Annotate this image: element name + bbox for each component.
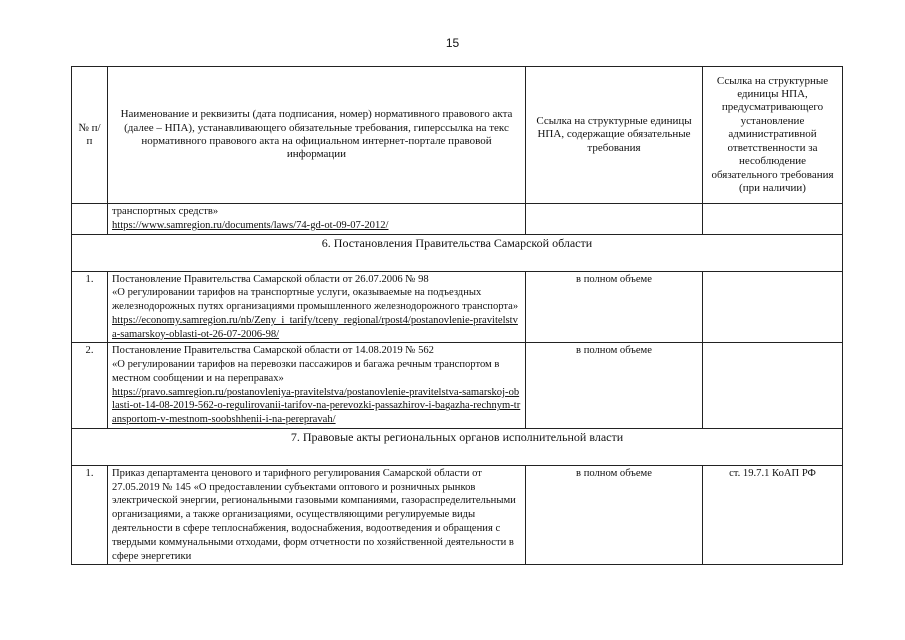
cell-responsibility: ст. 19.7.1 КоАП РФ bbox=[703, 465, 843, 564]
table-row-continuation bbox=[72, 204, 843, 235]
cell-act bbox=[108, 271, 526, 343]
cell-num: 2. bbox=[72, 343, 108, 429]
header-num: № п/п bbox=[72, 67, 108, 204]
cell-scope: в полном объеме bbox=[526, 271, 703, 343]
cell-responsibility bbox=[703, 204, 843, 235]
page-number: 15 bbox=[445, 36, 460, 50]
continuation-text: транспортных средств» bbox=[112, 206, 219, 217]
act-link[interactable]: https://pravo.samregion.ru/postanovleniya-pravitelstva/postanovlenie-pravitelstva-samarskoj-oblasti-ot-14-08-2019-562-o-regulirovanii-tarifov-na-perevozki-passazhirov-i-bagazha-rechnym-transportom-v-mestnom-soobshhenii-i-na-perepravah/ bbox=[112, 386, 521, 426]
section-row-6 bbox=[72, 234, 843, 271]
cell-act bbox=[108, 343, 526, 429]
table-row bbox=[72, 465, 843, 564]
requirements-table bbox=[71, 66, 843, 565]
continuation-link[interactable]: https://www.samregion.ru/documents/laws/74-gd-ot-09-07-2012/ bbox=[112, 219, 389, 231]
act-description: «О регулировании тарифов на перевозки пассажиров и багажа речным транспортом в местном сообщении и на переправах» bbox=[112, 359, 500, 384]
table-row bbox=[72, 343, 843, 429]
header-units: Ссылка на структурные единицы НПА, содержащие обязательные требования bbox=[526, 67, 703, 204]
table-header-row bbox=[72, 67, 843, 204]
cell-act bbox=[108, 465, 526, 564]
cell-num: 1. bbox=[72, 271, 108, 343]
act-title: Постановление Правительства Самарской области от 26.07.2006 № 98 bbox=[112, 273, 429, 285]
cell-num bbox=[72, 204, 108, 235]
cell-scope bbox=[526, 204, 703, 235]
cell-scope: в полном объеме bbox=[526, 465, 703, 564]
act-description: «О регулировании тарифов на транспортные услуги, оказываемые на подъездных железнодорожных путях организациями промышленного железнодорожного транспорта» bbox=[112, 287, 519, 313]
cell-scope: в полном объеме bbox=[526, 343, 703, 429]
cell-responsibility bbox=[703, 343, 843, 429]
header-responsibility: Ссылка на структурные единицы НПА, предусматривающего установление административной ответственности за несоблюдение обязательного требования (при наличии) bbox=[703, 67, 843, 204]
section-title: 6. Постановления Правительства Самарской области bbox=[72, 234, 843, 271]
section-title: 7. Правовые акты региональных органов исполнительной власти bbox=[72, 428, 843, 465]
cell-responsibility bbox=[703, 271, 843, 343]
section-row-7 bbox=[72, 428, 843, 465]
header-name: Наименование и реквизиты (дата подписания, номер) нормативного правового акта (далее – НПА), устанавливающего обязательные требования, гиперссылка на текс нормативного правового акта на официальном интернет-портале правовой информации bbox=[108, 67, 526, 204]
act-title: Постановление Правительства Самарской области от 14.08.2019 № 562 bbox=[112, 345, 434, 357]
table-row bbox=[72, 271, 843, 343]
act-description: Приказ департамента ценового и тарифного регулирования Самарской области от 27.05.2019 № 145 «О предоставлении субъектами оптового и розничных рынков электрической энергии, региональными газовыми компаниями, газораспределительными организациями, а также организациями, осуществляющими регулируемые виды деятельности в сфере теплоснабжения, водоснабжения, водоотведения и обращения с твердыми коммунальными отходами, форм отчетности по хозяйственной деятельности в сфере энергетики bbox=[112, 467, 516, 562]
act-link[interactable]: https://economy.samregion.ru/nb/Zeny_i_tarify/tceny_regional/rpost4/postanovlenie-pravitelstva-samarskoy-oblasti-ot-26-07-2006-98/ bbox=[112, 314, 518, 340]
cell-num: 1. bbox=[72, 465, 108, 564]
cell-act bbox=[108, 204, 526, 235]
